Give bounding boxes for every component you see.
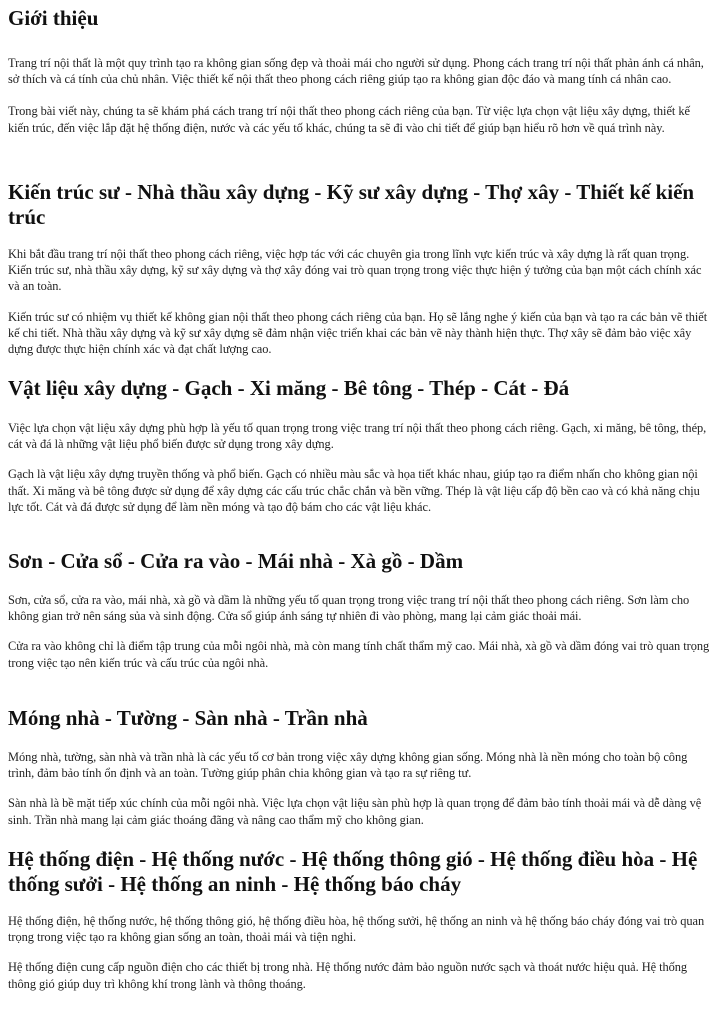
section-he-thong xyxy=(8,847,714,992)
section-heading: Sơn - Cửa sổ - Cửa ra vào - Mái nhà - Xà gồ - Dầm xyxy=(8,549,464,573)
section-gioi-thieu xyxy=(8,6,714,136)
section-paragraph: Kiến trúc sư có nhiệm vụ thiết kế không gian nội thất theo phong cách riêng của bạn. Họ sẽ lắng nghe ý kiến của bạn và tạo ra các bản vẽ thiết kế chi tiết. Nhà thầu xây dựng và kỹ sư xây dựng sẽ đảm nhận việc triển khai các bản vẽ này thành hiện thực. Thợ xây sẽ đảm bảo việc xây dựng được thực hiện chính xác và đạt chất lượng cao. xyxy=(8,309,708,357)
section-paragraph: Gạch là vật liệu xây dựng truyền thống và phổ biến. Gạch có nhiều màu sắc và họa tiết khác nhau, giúp tạo ra điểm nhấn cho không gian nội thất. Xi măng và bê tông được sử dụng để xây dựng các cấu trúc chắc chắn và bền vững. Thép là vật liệu cấp độ bền cao và có khả năng chịu lực tốt. Cát và đá được sử dụng để làm nền móng và tạo độ bám cho các vật liệu khác. xyxy=(8,467,700,514)
section-paragraph: Trong bài viết này, chúng ta sẽ khám phá cách trang trí nội thất theo phong cách riêng của bạn. Từ việc lựa chọn vật liệu xây dựng, thiết kế kiến trúc, đến việc lắp đặt hệ thống điện, nước và các yếu tố khác, chúng ta sẽ đi vào chi tiết để giúp bạn hiểu rõ hơn về quá trình này. xyxy=(8,104,690,135)
section-heading: Giới thiệu xyxy=(8,6,99,30)
section-paragraph: Việc lựa chọn vật liệu xây dựng phù hợp là yếu tố quan trọng trong việc trang trí nội thất theo phong cách riêng. Gạch, xi măng, bê tông, thép, cát và đá là những vật liệu phổ biến được sử dụng trong xây dựng. xyxy=(8,421,707,452)
section-son-cua-so xyxy=(8,549,714,671)
section-heading: Vật liệu xây dựng - Gạch - Xi măng - Bê tông - Thép - Cát - Đá xyxy=(8,376,570,400)
section-paragraph: Hệ thống điện cung cấp nguồn điện cho các thiết bị trong nhà. Hệ thống nước đảm bảo nguồn nước sạch và thoát nước hiệu quả. Hệ thống thông gió giúp duy trì không khí trong lành và thông thoáng. xyxy=(8,960,688,991)
section-vat-lieu-xay-dung xyxy=(8,376,714,515)
section-paragraph: Trang trí nội thất là một quy trình tạo ra không gian sống đẹp và thoải mái cho người sử dụng. Phong cách trang trí nội thất phản ánh cá nhân, sở thích và cá tính của chủ nhân. Việc thiết kế nội thất theo phong cách riêng giúp tạo ra không gian độc đáo và mang tính cá nhân cao. xyxy=(8,56,704,87)
section-mong-nha xyxy=(8,706,714,828)
section-paragraph: Sơn, cửa sổ, cửa ra vào, mái nhà, xà gồ và dầm là những yếu tố quan trọng trong việc trang trí nội thất theo phong cách riêng. Sơn làm cho không gian trở nên sáng sủa và sinh động. Cửa sổ giúp ánh sáng tự nhiên đi vào phòng, mang lại cảm giác thoải mái. xyxy=(8,593,690,624)
section-kien-truc-su xyxy=(8,180,714,357)
section-heading: Hệ thống điện - Hệ thống nước - Hệ thống thông gió - Hệ thống điều hòa - Hệ thống sưởi - Hệ thống an ninh - Hệ thống báo cháy xyxy=(8,847,698,896)
section-heading: Móng nhà - Tường - Sàn nhà - Trần nhà xyxy=(8,706,368,730)
section-paragraph: Cửa ra vào không chỉ là điểm tập trung của mỗi ngôi nhà, mà còn mang tính chất thẩm mỹ cao. Mái nhà, xà gồ và dầm đóng vai trò quan trọng trong việc tạo nên kiến trúc và cấu trúc của ngôi nhà. xyxy=(8,639,710,670)
section-paragraph: Hệ thống điện, hệ thống nước, hệ thống thông gió, hệ thống điều hòa, hệ thống sưởi, hệ thống an ninh và hệ thống báo cháy đóng vai trò quan trọng trong việc tạo ra không gian sống an toàn, thoải mái và tiện nghi. xyxy=(8,914,705,945)
section-paragraph: Móng nhà, tường, sàn nhà và trần nhà là các yếu tố cơ bản trong việc xây dựng không gian sống. Móng nhà là nền móng cho toàn bộ công trình, đảm bảo tính ổn định và an toàn. Tường giúp phân chia không gian và tạo ra sự riêng tư. xyxy=(8,750,688,781)
section-paragraph: Khi bắt đầu trang trí nội thất theo phong cách riêng, việc hợp tác với các chuyên gia trong lĩnh vực kiến trúc và xây dựng là rất quan trọng. Kiến trúc sư, nhà thầu xây dựng, kỹ sư xây dựng và thợ xây đóng vai trò quan trọng trong việc thực hiện ý tưởng của bạn một cách chính xác và an toàn. xyxy=(8,247,702,294)
section-heading: Kiến trúc sư - Nhà thầu xây dựng - Kỹ sư xây dựng - Thợ xây - Thiết kế kiến trúc xyxy=(8,180,695,229)
section-paragraph: Sàn nhà là bề mặt tiếp xúc chính của mỗi ngôi nhà. Việc lựa chọn vật liệu sàn phù hợp là quan trọng để đảm bảo tính thoải mái và dễ dàng vệ sinh. Trần nhà mang lại cảm giác thoáng đãng và nâng cao thẩm mỹ cho không gian. xyxy=(8,796,702,827)
